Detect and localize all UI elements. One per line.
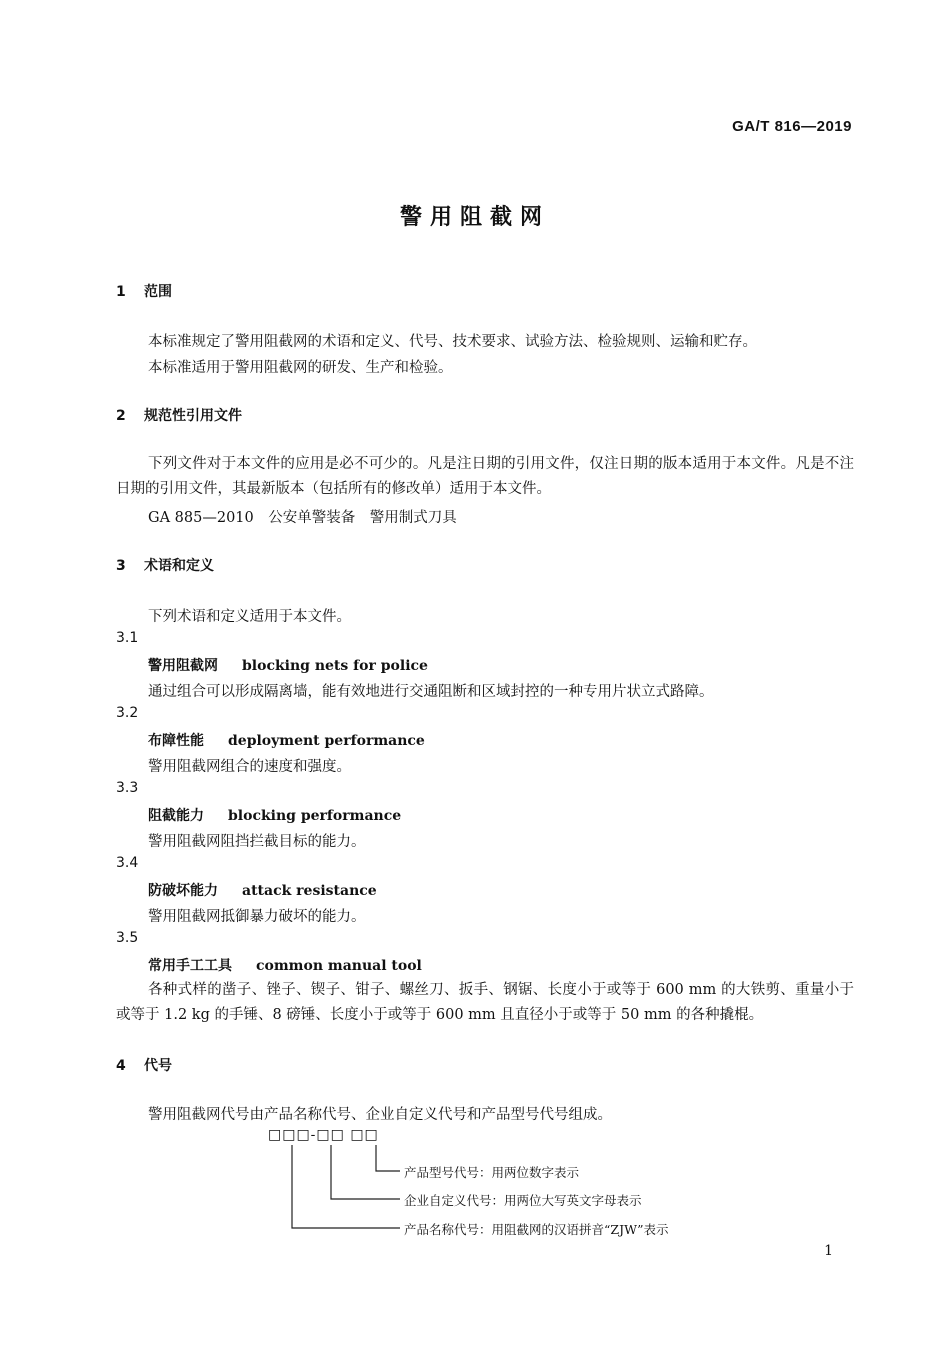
section-title: 代号 — [144, 1058, 172, 1074]
term-en: deployment performance — [228, 733, 425, 749]
term-definition: 各种式样的凿子、锉子、锲子、钳子、螺丝刀、扳手、钢锯、长度小于或等于 600 mm 的大铁剪、重量小于或等于 1.2 kg 的手锤、8 磅锤、长度小于或等于 600 mm 且直径小于或等于 50 mm 的各种撬棍。 — [116, 982, 854, 1023]
term-cn: 阻截能力 — [148, 808, 204, 824]
term-cn: 常用手工工具 — [148, 958, 232, 974]
paragraph: 本标准规定了警用阻截网的术语和定义、代号、技术要求、试验方法、检验规则、运输和贮存。 — [148, 334, 757, 350]
term-definition: 通过组合可以形成隔离墙，能有效地进行交通阻断和区域封控的一种专用片状立式路障。 — [148, 684, 714, 700]
document-title: 警用阻截网 — [399, 205, 550, 230]
bracket-line-model-code — [376, 1145, 400, 1171]
paragraph: 下列文件对于本文件的应用是必不可少的。凡是注日期的引用文件，仅注日期的版本适用于本文件。凡是不注日期的引用文件，其最新版本（包括所有的修改单）适用于本文件。 — [116, 456, 854, 497]
term-cn: 防破坏能力 — [148, 883, 218, 899]
diagram-label-product-name-code: 产品名称代号：用阻截网的汉语拼音“ZJW”表示 — [404, 1222, 669, 1237]
section-title: 范围 — [144, 284, 172, 300]
section-title: 规范性引用文件 — [144, 408, 242, 424]
term-number: 3.3 — [116, 780, 139, 796]
section-title: 术语和定义 — [144, 558, 214, 574]
standard-number: GA/T 816—2019 — [732, 118, 852, 135]
term-en: common manual tool — [256, 958, 422, 974]
section-number: 1 — [116, 284, 126, 300]
paragraph: 警用阻截网代号由产品名称代号、企业自定义代号和产品型号代号组成。 — [148, 1107, 612, 1123]
term-definition: 警用阻截网阻挡拦截目标的能力。 — [148, 834, 366, 850]
paragraph: 本标准适用于警用阻截网的研发、生产和检验。 — [148, 360, 453, 376]
code-pattern: □□□-□□ □□ — [268, 1127, 379, 1143]
term-number: 3.2 — [116, 705, 139, 721]
term-en: blocking performance — [228, 808, 402, 824]
term-cn: 警用阻截网 — [148, 658, 218, 674]
bracket-line-product-name-code — [292, 1145, 400, 1228]
term-en: blocking nets for police — [242, 658, 428, 674]
term-cn: 布障性能 — [148, 733, 204, 749]
diagram-label-model-code: 产品型号代号：用两位数字表示 — [404, 1165, 580, 1180]
term-definition: 警用阻截网组合的速度和强度。 — [148, 759, 351, 775]
term-definition: 警用阻截网抵御暴力破坏的能力。 — [148, 909, 366, 925]
page-number: 1 — [824, 1243, 833, 1259]
term-number: 3.4 — [116, 855, 139, 871]
term-number: 3.5 — [116, 930, 139, 946]
bracket-line-enterprise-code — [331, 1145, 400, 1199]
term-en: attack resistance — [242, 883, 377, 899]
paragraph: 下列术语和定义适用于本文件。 — [148, 609, 351, 625]
term-number: 3.1 — [116, 630, 139, 646]
diagram-label-enterprise-code: 企业自定义代号：用两位大写英文字母表示 — [404, 1193, 642, 1208]
section-number: 4 — [116, 1058, 126, 1074]
normative-reference: GA 885—2010 公安单警装备 警用制式刀具 — [148, 510, 457, 526]
section-number: 2 — [116, 408, 126, 424]
section-number: 3 — [116, 558, 126, 574]
